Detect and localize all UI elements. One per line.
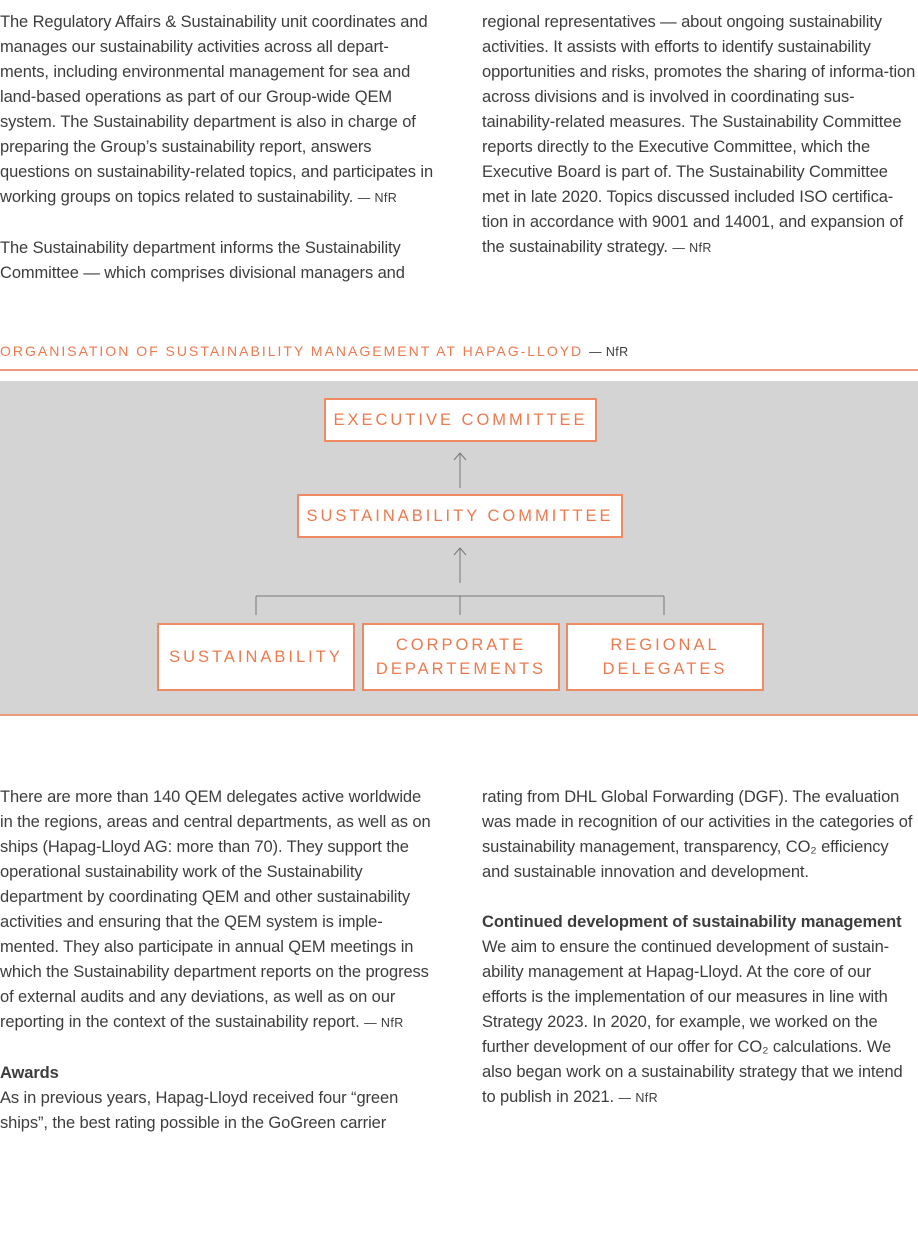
nfr-tag: — NfR — [619, 1091, 659, 1105]
paragraph-text: There are more than 140 QEM delegates active worldwide in the regions, areas and central departments, as well as on ships (Hapag-Lloyd AG: more than 70). They support the operational sustainability work of the Sustainability department by coordinating QEM and other sustainability activities and ensuring that the QEM system is imple-mented. They also participate in annual QEM meetings in which the Sustainability department reports on the progress of external audits and any deviations, as well as on our reporting in the context of the sustainability report. — [0, 788, 431, 1031]
paragraph — [0, 1061, 436, 1136]
diagram-top-rule — [0, 369, 918, 371]
section-heading-awards: Awards — [0, 1064, 59, 1082]
box-label: EXECUTIVE COMMITTEE — [333, 411, 588, 429]
paragraph — [0, 785, 436, 1036]
nfr-tag: — NfR — [358, 191, 398, 205]
right-column-bottom — [482, 785, 918, 1111]
regional-delegates-box — [566, 623, 764, 691]
paragraph — [482, 10, 918, 261]
nfr-tag: — NfR — [672, 241, 712, 255]
paragraph-text: regional representatives — about ongoing sustainability activities. It assists with efforts to identify sustainability opportunities and risks, promotes the sharing of informa-tion across divisions and is involved in coordinating sus-tainability-related measures. The Sustainability Committee reports directly to the Executive Committee, which the Executive Board is part of. The Sustainability Committee met in late 2020. Topics discussed included ISO certifica-tion in accordance with 9001 and 14001, and expansion of the sustainability strategy. — [482, 13, 916, 256]
paragraph — [0, 10, 436, 211]
nfr-tag: — NfR — [364, 1016, 404, 1030]
paragraph-text: We aim to ensure the continued development of sustain-ability management at Hapag-Lloyd. At the core of our efforts is the implementation of our measures in line with Strategy 2023. In 2020, for example, we worked on the further development of our offer for CO₂ calculations. We also began work on a sustainability strategy that we intend to publish in 2021. — [482, 938, 903, 1106]
diagram-bottom-rule — [0, 714, 918, 716]
corporate-departements-box — [362, 623, 560, 691]
paragraph — [482, 910, 918, 1111]
section-heading-development: Continued development of sustainability management — [482, 913, 902, 931]
box-label: DEPARTEMENTS — [375, 660, 547, 678]
box-label: CORPORATE — [395, 636, 527, 654]
sustainability-box — [157, 623, 355, 691]
left-column-top — [0, 10, 436, 286]
paragraph: rating from DHL Global Forwarding (DGF). The evaluation was made in recognition of our activities in the categories of sustainability management, transparency, CO₂ efficiency and sustainable innovation and development. — [482, 788, 913, 881]
paragraph: The Sustainability department informs the Sustainability Committee — which comprises divisional managers and — [0, 239, 405, 282]
box-label: SUSTAINABILITY — [169, 648, 343, 666]
sustainability-committee-box — [297, 494, 623, 538]
paragraph-text: As in previous years, Hapag-Lloyd received four “green ships”, the best rating possible in the GoGreen carrier — [0, 1089, 399, 1132]
diagram-title — [0, 343, 629, 359]
box-label: DELEGATES — [602, 660, 728, 678]
box-label: REGIONAL — [610, 636, 720, 654]
box-label: SUSTAINABILITY COMMITTEE — [306, 507, 614, 525]
paragraph-text: The Regulatory Affairs & Sustainability unit coordinates and manages our sustainability activities across all depart-ments, including environmental management for sea and land-based operations as part of our Group-wide QEM system. The Sustainability department is also in charge of preparing the Group’s sustainability report, answers questions on sustainability-related topics, and participates in working groups on topics related to sustainability. — [0, 13, 434, 206]
left-column-bottom — [0, 785, 436, 1136]
executive-committee-box — [324, 398, 597, 442]
diagram-title-text: ORGANISATION OF SUSTAINABILITY MANAGEMENT AT HAPAG-LLOYD — [0, 343, 584, 359]
right-column-top — [482, 10, 918, 261]
nfr-tag: — NfR — [589, 345, 629, 359]
